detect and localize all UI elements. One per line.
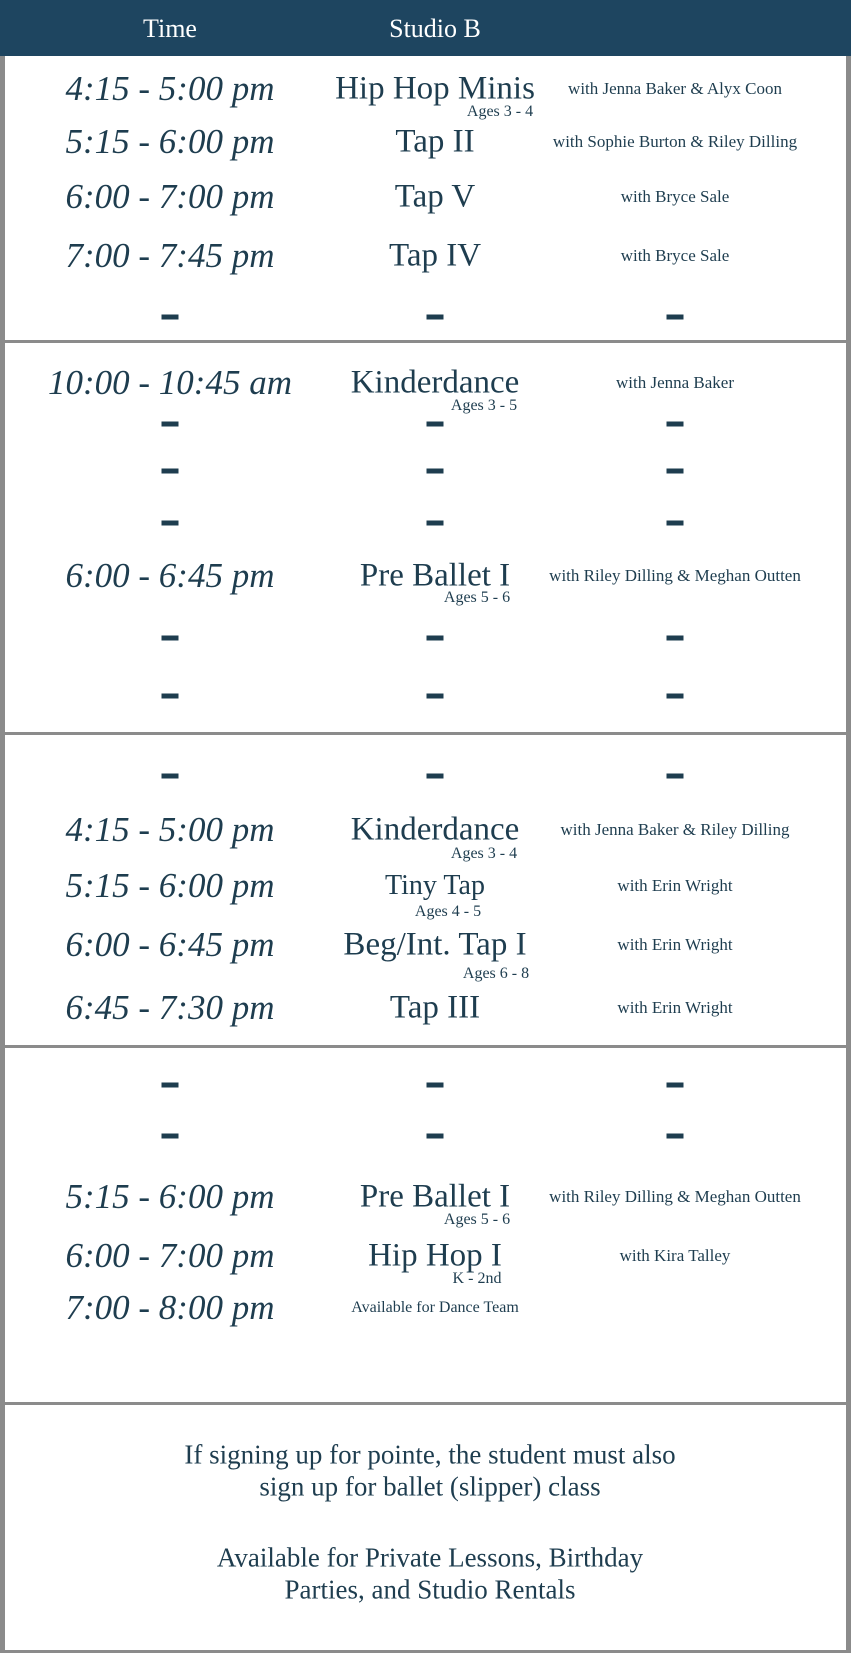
class-time: 6:00 - 6:45 pm bbox=[65, 556, 275, 595]
class-time: 6:00 - 6:45 pm bbox=[65, 925, 275, 964]
class-time: 5:15 - 6:00 pm bbox=[65, 1177, 275, 1216]
empty-slot-dash bbox=[162, 422, 179, 427]
class-instructor: with Jenna Baker & Riley Dilling bbox=[560, 820, 790, 839]
empty-slot-dash bbox=[162, 694, 179, 699]
class-ages: Ages 3 - 4 bbox=[466, 103, 534, 120]
class-ages: Ages 3 - 5 bbox=[450, 397, 518, 414]
pointe-note-line-1: If signing up for pointe, the student must also bbox=[184, 1439, 676, 1470]
empty-slot-dash bbox=[667, 694, 684, 699]
class-time: 6:00 - 7:00 pm bbox=[65, 177, 275, 216]
class-time: 4:15 - 5:00 pm bbox=[65, 69, 275, 108]
class-time: 7:00 - 8:00 pm bbox=[65, 1288, 275, 1327]
class-ages: Ages 4 - 5 bbox=[414, 903, 482, 920]
empty-slot-dash bbox=[427, 1083, 444, 1088]
empty-slot-dash bbox=[667, 636, 684, 641]
empty-slot-dash bbox=[427, 422, 444, 427]
availability-note-line-1: Available for Private Lessons, Birthday bbox=[216, 1542, 644, 1573]
class-instructor: with Bryce Sale bbox=[620, 246, 730, 265]
class-time: 5:15 - 6:00 pm bbox=[65, 866, 275, 905]
class-name: Tap II bbox=[395, 123, 475, 160]
class-instructor: with Jenna Baker & Alyx Coon bbox=[568, 79, 782, 98]
class-ages: Ages 5 - 6 bbox=[443, 1211, 511, 1228]
class-time: 5:15 - 6:00 pm bbox=[65, 122, 275, 161]
class-ages: K - 2nd bbox=[452, 1270, 502, 1287]
empty-slot-dash bbox=[427, 774, 444, 779]
day-divider bbox=[0, 340, 851, 343]
class-name: Pre Ballet I bbox=[359, 1178, 511, 1215]
class-instructor: with Erin Wright bbox=[617, 998, 733, 1017]
class-instructor: with Jenna Baker bbox=[615, 373, 735, 392]
availability-note-line-2: Parties, and Studio Rentals bbox=[284, 1574, 576, 1605]
class-name: Tap III bbox=[389, 989, 481, 1026]
empty-slot-dash bbox=[162, 469, 179, 474]
empty-slot-dash bbox=[667, 1083, 684, 1088]
class-name: Pre Ballet I bbox=[359, 557, 511, 594]
day-divider bbox=[0, 1045, 851, 1048]
class-name: Kinderdance bbox=[350, 364, 520, 401]
empty-slot-dash bbox=[427, 521, 444, 526]
class-name: Hip Hop Minis bbox=[335, 70, 535, 107]
class-name: Hip Hop I bbox=[368, 1237, 502, 1274]
class-ages: Ages 6 - 8 bbox=[462, 965, 530, 982]
class-time: 4:15 - 5:00 pm bbox=[65, 810, 275, 849]
class-instructor: with Sophie Burton & Riley Dilling bbox=[552, 132, 798, 151]
class-name: Tap IV bbox=[388, 237, 482, 274]
day-divider bbox=[0, 732, 851, 735]
class-name: Tiny Tap bbox=[385, 870, 485, 901]
class-time: 6:00 - 7:00 pm bbox=[65, 1236, 275, 1275]
empty-slot-dash bbox=[667, 315, 684, 320]
empty-slot-dash bbox=[667, 774, 684, 779]
time-column-header: Time bbox=[143, 14, 197, 43]
empty-slot-dash bbox=[667, 521, 684, 526]
empty-slot-dash bbox=[427, 694, 444, 699]
class-time: 6:45 - 7:30 pm bbox=[65, 988, 275, 1027]
class-time: 10:00 - 10:45 am bbox=[48, 363, 292, 402]
empty-slot-dash bbox=[162, 636, 179, 641]
empty-slot-dash bbox=[162, 521, 179, 526]
empty-slot-dash bbox=[162, 1134, 179, 1139]
pointe-note-line-2: sign up for ballet (slipper) class bbox=[259, 1471, 601, 1502]
empty-slot-dash bbox=[162, 315, 179, 320]
empty-slot-dash bbox=[162, 1083, 179, 1088]
empty-slot-dash bbox=[427, 315, 444, 320]
day-divider bbox=[0, 1402, 851, 1405]
empty-slot-dash bbox=[427, 469, 444, 474]
empty-slot-dash bbox=[162, 774, 179, 779]
class-name: Kinderdance bbox=[350, 811, 520, 848]
class-time: 7:00 - 7:45 pm bbox=[65, 236, 275, 275]
class-name: Tap V bbox=[394, 178, 476, 215]
empty-slot-dash bbox=[667, 1134, 684, 1139]
studio-column-header: Studio B bbox=[389, 14, 481, 43]
class-instructor: with Erin Wright bbox=[617, 935, 733, 954]
availability-note: Available for Dance Team bbox=[351, 1299, 519, 1316]
class-instructor: with Bryce Sale bbox=[620, 187, 730, 206]
empty-slot-dash bbox=[667, 469, 684, 474]
empty-slot-dash bbox=[427, 1134, 444, 1139]
class-instructor: with Riley Dilling & Meghan Outten bbox=[549, 566, 801, 585]
class-ages: Ages 5 - 6 bbox=[443, 589, 511, 606]
class-instructor: with Riley Dilling & Meghan Outten bbox=[549, 1187, 801, 1206]
class-instructor: with Erin Wright bbox=[617, 876, 733, 895]
empty-slot-dash bbox=[427, 636, 444, 641]
empty-slot-dash bbox=[667, 422, 684, 427]
schedule-header bbox=[0, 0, 851, 56]
class-name: Beg/Int. Tap I bbox=[343, 926, 527, 963]
class-ages: Ages 3 - 4 bbox=[450, 845, 518, 862]
class-instructor: with Kira Talley bbox=[619, 1246, 731, 1265]
